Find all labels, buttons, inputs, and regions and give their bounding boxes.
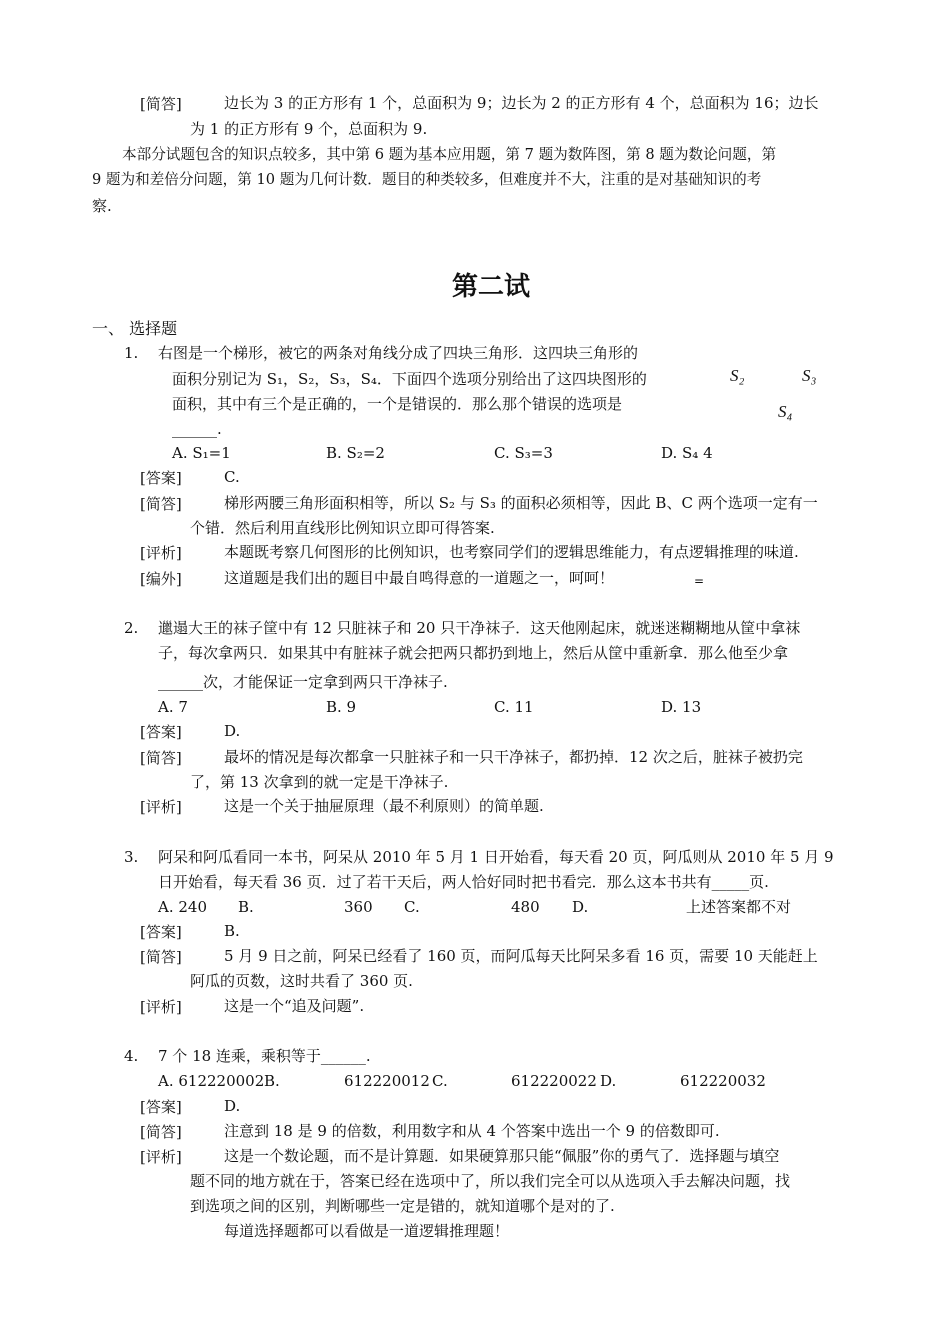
q1-option-b: B. S₂=2 <box>326 444 385 462</box>
q4-option-d-value: 612220032 <box>680 1072 766 1090</box>
q4-option-b-value: 612220012 <box>344 1072 430 1090</box>
q2-number: 2. <box>124 619 139 637</box>
q2-line2: 子，每次拿两只．如果其中有脏袜子就会把两只都扔到地上，然后从筐中重新拿．那么他至少拿 <box>158 644 789 662</box>
q4-answer: D. <box>224 1097 241 1115</box>
q2-line1: 邋遢大王的袜子筐中有 12 只脏袜子和 20 只干净袜子．这天他刚起床，就迷迷糊糊地从筐中拿袜 <box>158 619 801 637</box>
q3-jianda-tag: [简答] <box>140 948 182 966</box>
q1-bianwai-tag: [编外] <box>140 570 182 588</box>
jianda-text-line2: 为 1 的正方形有 9 个，总面积为 9. <box>190 120 428 138</box>
figure-label-s2: S₂ <box>730 366 745 385</box>
q3-option-c-value: 480 <box>511 898 540 916</box>
q3-line1: 阿呆和阿瓜看同一本书，阿呆从 2010 年 5 月 1 日开始看，每天看 20 页，阿瓜则从 2010 年 5 月 9 <box>158 848 834 866</box>
q1-option-d: D. S₄ 4 <box>661 444 713 462</box>
q3-jianda-line1: 5 月 9 日之前，阿呆已经看了 160 页，而阿瓜每天比阿呆多看 16 页，需要 10 天能赶上 <box>224 947 818 965</box>
q1-line1: 右图是一个梯形，被它的两条对角线分成了四块三角形．这四块三角形的 <box>158 344 639 362</box>
q3-option-b-label: B. <box>238 898 254 916</box>
q4-number: 4. <box>124 1047 139 1065</box>
q1-answer-tag: [答案] <box>140 469 182 487</box>
q4-pingxi-line2: 题不同的地方就在于，答案已经在选项中了，所以我们完全可以从选项入手去解决问题，找 <box>190 1172 791 1190</box>
jianda-tag: [简答] <box>140 95 182 113</box>
q4-jianda: 注意到 18 是 9 的倍数，利用数字和从 4 个答案中选出一个 9 的倍数即可. <box>224 1122 720 1140</box>
figure-label-s3: S₃ <box>802 366 817 385</box>
q2-option-a: A. 7 <box>158 698 188 716</box>
summary-line1: 本部分试题包含的知识点较多，其中第 6 题为基本应用题，第 7 题为数阵图，第 8 题为数论问题，第 <box>122 146 777 163</box>
q3-pingxi: 这是一个“追及问题”. <box>224 997 365 1015</box>
q4-line1: 7 个 18 连乘，乘积等于______. <box>158 1047 371 1065</box>
q3-option-d-label: D. <box>572 898 589 916</box>
q1-pingxi: 本题既考察几何图形的比例知识，也考察同学们的逻辑思维能力，有点逻辑推理的味道. <box>224 543 799 561</box>
q3-option-d-value: 上述答案都不对 <box>686 898 792 916</box>
page-title: 第二试 <box>452 272 531 302</box>
q3-pingxi-tag: [评析] <box>140 998 182 1016</box>
q2-answer-tag: [答案] <box>140 723 182 741</box>
q1-bianwai-mark: = <box>694 574 705 588</box>
q2-pingxi: 这是一个关于抽屉原理（最不利原则）的简单题. <box>224 797 544 815</box>
q2-jianda-line1: 最坏的情况是每次都拿一只脏袜子和一只干净袜子，都扔掉．12 次之后，脏袜子被扔完 <box>224 748 803 766</box>
q3-option-a: A. 240 <box>158 898 207 916</box>
q3-jianda-line2: 阿瓜的页数，这时共看了 360 页. <box>190 972 413 990</box>
q4-pingxi-line3: 到选项之间的区别，判断哪些一定是错的，就知道哪个是对的了. <box>190 1197 615 1215</box>
q2-pingxi-tag: [评析] <box>140 798 182 816</box>
q2-jianda-tag: [简答] <box>140 749 182 767</box>
q4-answer-tag: [答案] <box>140 1098 182 1116</box>
section-heading: 一、 选择题 <box>92 319 178 338</box>
q3-line2: 日开始看，每天看 36 页．过了若干天后，两人恰好同时把书看完．那么这本书共有_____页. <box>158 873 769 891</box>
q4-option-c-value: 612220022 <box>511 1072 597 1090</box>
figure-label-s4: S₄ <box>778 402 793 421</box>
q2-option-d: D. 13 <box>661 698 702 716</box>
q3-number: 3. <box>124 848 139 866</box>
q4-jianda-tag: [简答] <box>140 1123 182 1141</box>
q2-line3: ______次，才能保证一定拿到两只干净袜子. <box>158 673 448 691</box>
q2-option-b: B. 9 <box>326 698 357 716</box>
q2-answer: D. <box>224 722 241 740</box>
q1-jianda-line2: 个错．然后利用直线形比例知识立即可得答案. <box>190 519 495 537</box>
summary-line2: 9 题为和差倍分问题，第 10 题为几何计数．题目的种类较多，但难度并不大，注重的是对基础知识的考 <box>92 171 762 188</box>
q1-option-c: C. S₃=3 <box>494 444 553 462</box>
q4-pingxi-line4: 每道选择题都可以看做是一道逻辑推理题！ <box>224 1222 510 1240</box>
q2-jianda-line2: 了，第 13 次拿到的就一定是干净袜子. <box>190 773 449 791</box>
summary-line3: 察. <box>92 197 112 215</box>
q4-option-a: A. 612220002 <box>158 1072 265 1090</box>
q1-answer: C. <box>224 468 240 486</box>
q3-answer-tag: [答案] <box>140 923 182 941</box>
q1-option-a: A. S₁=1 <box>172 444 231 462</box>
q4-option-b-label: B. <box>264 1072 280 1090</box>
q1-bianwai: 这道题是我们出的题目中最自鸣得意的一道题之一，呵呵！ <box>224 569 615 587</box>
q1-number: 1. <box>124 344 139 362</box>
q4-option-d-label: D. <box>600 1072 617 1090</box>
q2-option-c: C. 11 <box>494 698 534 716</box>
jianda-text-line1: 边长为 3 的正方形有 1 个，总面积为 9；边长为 2 的正方形有 4 个，总面积为 16；边长 <box>224 94 819 112</box>
q3-option-c-label: C. <box>404 898 420 916</box>
q4-option-c-label: C. <box>432 1072 448 1090</box>
q1-jianda-line1: 梯形两腰三角形面积相等，所以 S₂ 与 S₃ 的面积必须相等，因此 B、C 两个选项一定有一 <box>224 494 818 512</box>
q4-pingxi-line1: 这是一个数论题，而不是计算题．如果硬算那只能“佩服”你的勇气了．选择题与填空 <box>224 1147 780 1165</box>
q3-option-b-value: 360 <box>344 898 373 916</box>
q1-jianda-tag: [简答] <box>140 495 182 513</box>
q1-line3: 面积，其中有三个是正确的，一个是错误的．那么那个错误的选项是 <box>172 395 623 413</box>
q4-pingxi-tag: [评析] <box>140 1148 182 1166</box>
q1-line2: 面积分别记为 S₁，S₂，S₃，S₄．下面四个选项分别给出了这四块图形的 <box>172 370 647 388</box>
q3-answer: B. <box>224 922 240 940</box>
q1-pingxi-tag: [评析] <box>140 544 182 562</box>
q1-line4: ______. <box>172 420 222 438</box>
